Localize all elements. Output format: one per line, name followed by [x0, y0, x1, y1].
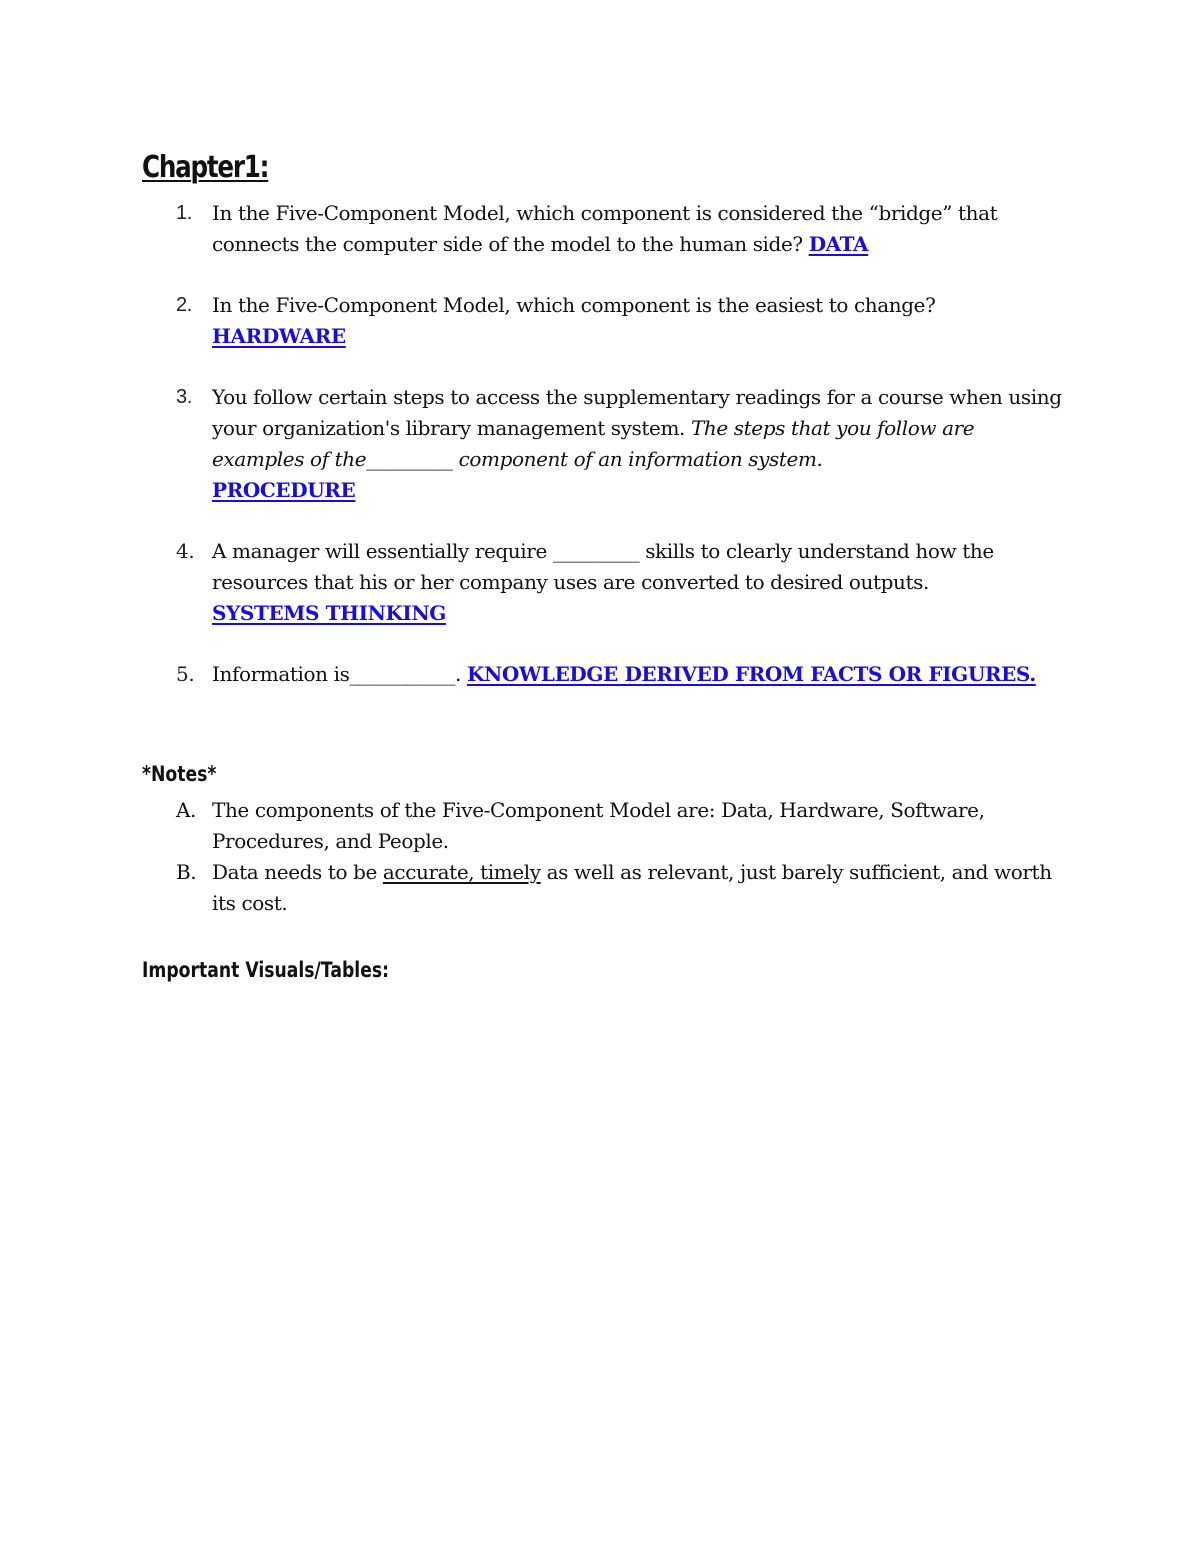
- question-text: Information is___________.: [212, 662, 467, 686]
- question-italic-text: The steps that you follow are examples of the_________ component of an information system.: [212, 416, 975, 471]
- question-item-2: [142, 290, 1062, 352]
- question-number: 3.: [176, 386, 192, 408]
- notes-heading: *Notes*: [142, 762, 217, 786]
- question-item-5: [142, 659, 1062, 690]
- question-item-3: [142, 382, 1062, 506]
- question-number: 4.: [176, 539, 195, 563]
- answer-link[interactable]: DATA: [808, 232, 869, 256]
- question-number: 2.: [176, 294, 192, 316]
- question-text: You follow certain steps to access the supplementary readings for a course when using your organization's library management system.: [212, 385, 1062, 440]
- question-item-1: [142, 198, 1062, 260]
- note-text-continued: as well as relevant, just barely sufficient, and worth its cost.: [212, 860, 1052, 915]
- note-label: A.: [176, 798, 197, 822]
- note-label: B.: [176, 860, 197, 884]
- answer-link[interactable]: PROCEDURE: [212, 478, 356, 502]
- note-item-b: [142, 857, 1062, 919]
- question-list: [142, 198, 1062, 720]
- question-text: In the Five-Component Model, which component is considered the “bridge” that connects the computer side of the model to the human side?: [212, 201, 998, 256]
- answer-link[interactable]: SYSTEMS THINKING: [212, 601, 446, 625]
- question-text: In the Five-Component Model, which component is the easiest to change?: [212, 293, 936, 317]
- answer-link[interactable]: KNOWLEDGE DERIVED FROM FACTS OR FIGURES.: [466, 662, 1036, 686]
- question-number: 1.: [176, 202, 192, 224]
- note-item-a: [142, 795, 1062, 857]
- answer-link[interactable]: HARDWARE: [212, 324, 346, 348]
- notes-list: [142, 795, 1062, 919]
- question-text: A manager will essentially require _________ skills to clearly understand how the resources that his or her company uses are converted to desired outputs.: [212, 539, 994, 594]
- question-item-4: [142, 536, 1062, 629]
- note-text: Data needs to be: [212, 860, 383, 884]
- visuals-heading: Important Visuals/Tables:: [142, 958, 390, 982]
- question-number: 5.: [176, 662, 195, 686]
- note-underlined-text: accurate, timely: [382, 860, 541, 884]
- note-text: The components of the Five-Component Model are: Data, Hardware, Software, Procedures, and People.: [212, 798, 985, 853]
- chapter-title: Chapter1:: [142, 150, 269, 185]
